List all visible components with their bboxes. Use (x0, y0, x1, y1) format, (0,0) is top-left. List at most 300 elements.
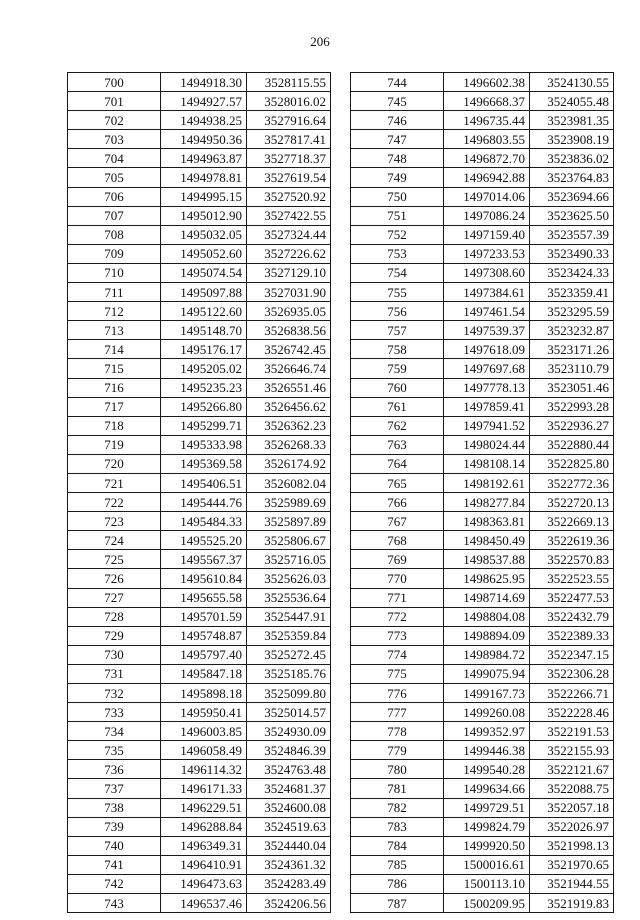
y-coordinate-cell: 3522570.83 (530, 550, 614, 569)
point-number-cell: 723 (68, 512, 161, 531)
y-coordinate-cell: 3525272.45 (247, 645, 331, 664)
x-coordinate-cell: 1495074.54 (161, 263, 247, 282)
x-coordinate-cell: 1498625.95 (444, 569, 530, 588)
y-coordinate-cell: 3526174.92 (247, 454, 331, 473)
point-number-cell: 720 (68, 454, 161, 473)
y-coordinate-cell: 3527324.44 (247, 225, 331, 244)
x-coordinate-cell: 1494963.87 (161, 149, 247, 168)
y-coordinate-cell: 3522772.36 (530, 473, 614, 492)
x-coordinate-cell: 1495610.84 (161, 569, 247, 588)
x-coordinate-cell: 1498894.09 (444, 626, 530, 645)
table-row (351, 684, 614, 703)
point-number-cell: 759 (351, 359, 444, 378)
x-coordinate-cell: 1494978.81 (161, 168, 247, 187)
point-number-cell: 777 (351, 703, 444, 722)
table-row (351, 454, 614, 473)
point-number-cell: 703 (68, 130, 161, 149)
table-row (351, 130, 614, 149)
point-number-cell: 719 (68, 435, 161, 454)
y-coordinate-cell: 3524846.39 (247, 741, 331, 760)
y-coordinate-cell: 3522266.71 (530, 684, 614, 703)
y-coordinate-cell: 3522057.18 (530, 798, 614, 817)
table-row (68, 779, 331, 798)
y-coordinate-cell: 3525897.89 (247, 512, 331, 531)
x-coordinate-cell: 1494995.15 (161, 187, 247, 206)
y-coordinate-cell: 3526935.05 (247, 302, 331, 321)
point-number-cell: 721 (68, 473, 161, 492)
table-row (351, 206, 614, 225)
table-row (68, 569, 331, 588)
point-number-cell: 747 (351, 130, 444, 149)
x-coordinate-cell: 1499260.08 (444, 703, 530, 722)
y-coordinate-cell: 3525185.76 (247, 664, 331, 683)
point-number-cell: 768 (351, 531, 444, 550)
table-row (351, 321, 614, 340)
table-row (68, 378, 331, 397)
x-coordinate-cell: 1496288.84 (161, 817, 247, 836)
y-coordinate-cell: 3524600.08 (247, 798, 331, 817)
point-number-cell: 763 (351, 435, 444, 454)
x-coordinate-cell: 1500016.61 (444, 855, 530, 874)
table-row (68, 454, 331, 473)
table-row (68, 531, 331, 550)
table-row (68, 92, 331, 111)
y-coordinate-cell: 3522121.67 (530, 760, 614, 779)
x-coordinate-cell: 1497159.40 (444, 225, 530, 244)
table-row (68, 798, 331, 817)
x-coordinate-cell: 1496229.51 (161, 798, 247, 817)
point-number-cell: 782 (351, 798, 444, 817)
point-number-cell: 754 (351, 263, 444, 282)
x-coordinate-cell: 1495097.88 (161, 283, 247, 302)
point-number-cell: 773 (351, 626, 444, 645)
table-row (351, 416, 614, 435)
x-coordinate-cell: 1495052.60 (161, 244, 247, 263)
table-row (68, 894, 331, 913)
table-row (351, 855, 614, 874)
y-coordinate-cell: 3527422.55 (247, 206, 331, 225)
table-row (351, 588, 614, 607)
point-number-cell: 736 (68, 760, 161, 779)
table-row (68, 244, 331, 263)
x-coordinate-cell: 1496003.85 (161, 722, 247, 741)
x-coordinate-cell: 1494938.25 (161, 111, 247, 130)
table-row (68, 855, 331, 874)
y-coordinate-cell: 3523490.33 (530, 244, 614, 263)
y-coordinate-cell: 3526456.62 (247, 397, 331, 416)
point-number-cell: 746 (351, 111, 444, 130)
x-coordinate-cell: 1496473.63 (161, 874, 247, 893)
x-coordinate-cell: 1494927.57 (161, 92, 247, 111)
x-coordinate-cell: 1499352.97 (444, 722, 530, 741)
y-coordinate-cell: 3523981.35 (530, 111, 614, 130)
point-number-cell: 769 (351, 550, 444, 569)
table-row (351, 569, 614, 588)
y-coordinate-cell: 3522389.33 (530, 626, 614, 645)
table-row (351, 225, 614, 244)
point-number-cell: 735 (68, 741, 161, 760)
y-coordinate-cell: 3522347.15 (530, 645, 614, 664)
point-number-cell: 725 (68, 550, 161, 569)
point-number-cell: 707 (68, 206, 161, 225)
x-coordinate-cell: 1496410.91 (161, 855, 247, 874)
x-coordinate-cell: 1495748.87 (161, 626, 247, 645)
table-row (351, 397, 614, 416)
y-coordinate-cell: 3521970.65 (530, 855, 614, 874)
y-coordinate-cell: 3524206.56 (247, 894, 331, 913)
table-row (351, 244, 614, 263)
x-coordinate-cell: 1499540.28 (444, 760, 530, 779)
point-number-cell: 710 (68, 263, 161, 282)
table-row (351, 798, 614, 817)
y-coordinate-cell: 3524763.48 (247, 760, 331, 779)
y-coordinate-cell: 3526362.23 (247, 416, 331, 435)
point-number-cell: 760 (351, 378, 444, 397)
table-row (351, 779, 614, 798)
y-coordinate-cell: 3523295.59 (530, 302, 614, 321)
y-coordinate-cell: 3521919.83 (530, 894, 614, 913)
x-coordinate-cell: 1494950.36 (161, 130, 247, 149)
x-coordinate-cell: 1495701.59 (161, 607, 247, 626)
y-coordinate-cell: 3522026.97 (530, 817, 614, 836)
y-coordinate-cell: 3523424.33 (530, 263, 614, 282)
point-number-cell: 724 (68, 531, 161, 550)
point-number-cell: 783 (351, 817, 444, 836)
point-number-cell: 787 (351, 894, 444, 913)
x-coordinate-cell: 1494918.30 (161, 73, 247, 92)
table-row (351, 836, 614, 855)
y-coordinate-cell: 3521944.55 (530, 874, 614, 893)
point-number-cell: 715 (68, 359, 161, 378)
table-row (351, 607, 614, 626)
table-row (68, 722, 331, 741)
point-number-cell: 770 (351, 569, 444, 588)
x-coordinate-cell: 1497618.09 (444, 340, 530, 359)
x-coordinate-cell: 1496171.33 (161, 779, 247, 798)
table-row (351, 187, 614, 206)
x-coordinate-cell: 1497778.13 (444, 378, 530, 397)
table-row (351, 263, 614, 282)
x-coordinate-cell: 1496942.88 (444, 168, 530, 187)
table-row (351, 741, 614, 760)
table-row (68, 187, 331, 206)
x-coordinate-cell: 1495898.18 (161, 684, 247, 703)
x-coordinate-cell: 1495122.60 (161, 302, 247, 321)
point-number-cell: 733 (68, 703, 161, 722)
x-coordinate-cell: 1499634.66 (444, 779, 530, 798)
table-row (68, 149, 331, 168)
x-coordinate-cell: 1497086.24 (444, 206, 530, 225)
y-coordinate-cell: 3526646.74 (247, 359, 331, 378)
x-coordinate-cell: 1495444.76 (161, 493, 247, 512)
y-coordinate-cell: 3522432.79 (530, 607, 614, 626)
y-coordinate-cell: 3524055.48 (530, 92, 614, 111)
x-coordinate-cell: 1497384.61 (444, 283, 530, 302)
x-coordinate-cell: 1495525.20 (161, 531, 247, 550)
point-number-cell: 739 (68, 817, 161, 836)
table-row (68, 225, 331, 244)
x-coordinate-cell: 1495176.17 (161, 340, 247, 359)
x-coordinate-cell: 1497233.53 (444, 244, 530, 263)
table-row (351, 168, 614, 187)
table-row (351, 645, 614, 664)
y-coordinate-cell: 3524440.04 (247, 836, 331, 855)
y-coordinate-cell: 3525099.80 (247, 684, 331, 703)
table-row (351, 626, 614, 645)
table-row (351, 435, 614, 454)
table-row (68, 626, 331, 645)
point-number-cell: 751 (351, 206, 444, 225)
x-coordinate-cell: 1498450.49 (444, 531, 530, 550)
y-coordinate-cell: 3527817.41 (247, 130, 331, 149)
x-coordinate-cell: 1495299.71 (161, 416, 247, 435)
x-coordinate-cell: 1496114.32 (161, 760, 247, 779)
x-coordinate-cell: 1496735.44 (444, 111, 530, 130)
table-row (68, 588, 331, 607)
table-row (351, 760, 614, 779)
x-coordinate-cell: 1495406.51 (161, 473, 247, 492)
point-number-cell: 762 (351, 416, 444, 435)
y-coordinate-cell: 3527129.10 (247, 263, 331, 282)
table-row (68, 263, 331, 282)
y-coordinate-cell: 3525447.91 (247, 607, 331, 626)
point-number-cell: 745 (351, 92, 444, 111)
x-coordinate-cell: 1495655.58 (161, 588, 247, 607)
x-coordinate-cell: 1495148.70 (161, 321, 247, 340)
point-number-cell: 755 (351, 283, 444, 302)
table-row (351, 722, 614, 741)
y-coordinate-cell: 3527226.62 (247, 244, 331, 263)
point-number-cell: 728 (68, 607, 161, 626)
x-coordinate-cell: 1495333.98 (161, 435, 247, 454)
table-row (351, 817, 614, 836)
point-number-cell: 775 (351, 664, 444, 683)
y-coordinate-cell: 3524519.63 (247, 817, 331, 836)
point-number-cell: 738 (68, 798, 161, 817)
point-number-cell: 722 (68, 493, 161, 512)
y-coordinate-cell: 3523359.41 (530, 283, 614, 302)
y-coordinate-cell: 3525989.69 (247, 493, 331, 512)
point-number-cell: 726 (68, 569, 161, 588)
y-coordinate-cell: 3526551.46 (247, 378, 331, 397)
point-number-cell: 705 (68, 168, 161, 187)
point-number-cell: 714 (68, 340, 161, 359)
point-number-cell: 779 (351, 741, 444, 760)
coordinates-table-left (67, 72, 331, 913)
y-coordinate-cell: 3527916.64 (247, 111, 331, 130)
y-coordinate-cell: 3522523.55 (530, 569, 614, 588)
y-coordinate-cell: 3523836.02 (530, 149, 614, 168)
point-number-cell: 765 (351, 473, 444, 492)
table-row (68, 283, 331, 302)
x-coordinate-cell: 1498277.84 (444, 493, 530, 512)
point-number-cell: 734 (68, 722, 161, 741)
y-coordinate-cell: 3524130.55 (530, 73, 614, 92)
point-number-cell: 748 (351, 149, 444, 168)
table-row (351, 664, 614, 683)
table-row (351, 894, 614, 913)
y-coordinate-cell: 3525716.05 (247, 550, 331, 569)
table-row (68, 874, 331, 893)
y-coordinate-cell: 3525626.03 (247, 569, 331, 588)
x-coordinate-cell: 1496349.31 (161, 836, 247, 855)
y-coordinate-cell: 3528016.02 (247, 92, 331, 111)
point-number-cell: 700 (68, 73, 161, 92)
x-coordinate-cell: 1498024.44 (444, 435, 530, 454)
table-row (351, 874, 614, 893)
x-coordinate-cell: 1497014.06 (444, 187, 530, 206)
x-coordinate-cell: 1495205.02 (161, 359, 247, 378)
point-number-cell: 743 (68, 894, 161, 913)
table-row (68, 607, 331, 626)
table-row (68, 664, 331, 683)
x-coordinate-cell: 1495266.80 (161, 397, 247, 416)
point-number-cell: 709 (68, 244, 161, 263)
point-number-cell: 732 (68, 684, 161, 703)
point-number-cell: 740 (68, 836, 161, 855)
table-row (68, 111, 331, 130)
point-number-cell: 731 (68, 664, 161, 683)
y-coordinate-cell: 3526742.45 (247, 340, 331, 359)
table-row (351, 340, 614, 359)
y-coordinate-cell: 3525359.84 (247, 626, 331, 645)
x-coordinate-cell: 1495012.90 (161, 206, 247, 225)
table-row (351, 73, 614, 92)
y-coordinate-cell: 3524361.32 (247, 855, 331, 874)
point-number-cell: 771 (351, 588, 444, 607)
table-row (351, 302, 614, 321)
x-coordinate-cell: 1496668.37 (444, 92, 530, 111)
x-coordinate-cell: 1499167.73 (444, 684, 530, 703)
y-coordinate-cell: 3525806.67 (247, 531, 331, 550)
table-row (68, 206, 331, 225)
page-number: 206 (310, 34, 330, 49)
point-number-cell: 712 (68, 302, 161, 321)
table-row (68, 760, 331, 779)
x-coordinate-cell: 1499920.50 (444, 836, 530, 855)
y-coordinate-cell: 3523110.79 (530, 359, 614, 378)
point-number-cell: 778 (351, 722, 444, 741)
table-row (68, 550, 331, 569)
point-number-cell: 708 (68, 225, 161, 244)
x-coordinate-cell: 1499729.51 (444, 798, 530, 817)
point-number-cell: 717 (68, 397, 161, 416)
table-row (68, 836, 331, 855)
table-row (351, 473, 614, 492)
y-coordinate-cell: 3523694.66 (530, 187, 614, 206)
point-number-cell: 774 (351, 645, 444, 664)
point-number-cell: 727 (68, 588, 161, 607)
point-number-cell: 737 (68, 779, 161, 798)
x-coordinate-cell: 1497539.37 (444, 321, 530, 340)
y-coordinate-cell: 3522619.36 (530, 531, 614, 550)
point-number-cell: 786 (351, 874, 444, 893)
x-coordinate-cell: 1499075.94 (444, 664, 530, 683)
point-number-cell: 713 (68, 321, 161, 340)
y-coordinate-cell: 3523232.87 (530, 321, 614, 340)
x-coordinate-cell: 1497697.68 (444, 359, 530, 378)
table-row (351, 703, 614, 722)
x-coordinate-cell: 1496872.70 (444, 149, 530, 168)
table-row (68, 130, 331, 149)
y-coordinate-cell: 3525014.57 (247, 703, 331, 722)
point-number-cell: 758 (351, 340, 444, 359)
table-row (68, 512, 331, 531)
y-coordinate-cell: 3522228.46 (530, 703, 614, 722)
point-number-cell: 764 (351, 454, 444, 473)
y-coordinate-cell: 3524283.49 (247, 874, 331, 893)
x-coordinate-cell: 1495847.18 (161, 664, 247, 683)
point-number-cell: 749 (351, 168, 444, 187)
point-number-cell: 780 (351, 760, 444, 779)
x-coordinate-cell: 1497859.41 (444, 397, 530, 416)
table-row (68, 741, 331, 760)
point-number-cell: 701 (68, 92, 161, 111)
x-coordinate-cell: 1495950.41 (161, 703, 247, 722)
y-coordinate-cell: 3522477.53 (530, 588, 614, 607)
y-coordinate-cell: 3523764.83 (530, 168, 614, 187)
x-coordinate-cell: 1496537.46 (161, 894, 247, 913)
table-row (351, 149, 614, 168)
point-number-cell: 730 (68, 645, 161, 664)
x-coordinate-cell: 1499824.79 (444, 817, 530, 836)
x-coordinate-cell: 1495484.33 (161, 512, 247, 531)
point-number-cell: 706 (68, 187, 161, 206)
point-number-cell: 716 (68, 378, 161, 397)
table-row (68, 321, 331, 340)
x-coordinate-cell: 1497308.60 (444, 263, 530, 282)
y-coordinate-cell: 3524930.09 (247, 722, 331, 741)
point-number-cell: 718 (68, 416, 161, 435)
x-coordinate-cell: 1498108.14 (444, 454, 530, 473)
point-number-cell: 776 (351, 684, 444, 703)
y-coordinate-cell: 3527619.54 (247, 168, 331, 187)
table-row (68, 168, 331, 187)
x-coordinate-cell: 1495797.40 (161, 645, 247, 664)
x-coordinate-cell: 1495369.58 (161, 454, 247, 473)
table-row (68, 703, 331, 722)
x-coordinate-cell: 1498804.08 (444, 607, 530, 626)
x-coordinate-cell: 1498984.72 (444, 645, 530, 664)
table-row (351, 283, 614, 302)
point-number-cell: 784 (351, 836, 444, 855)
x-coordinate-cell: 1500113.10 (444, 874, 530, 893)
table-row (68, 435, 331, 454)
y-coordinate-cell: 3523171.26 (530, 340, 614, 359)
x-coordinate-cell: 1498192.61 (444, 473, 530, 492)
table-row (351, 92, 614, 111)
point-number-cell: 756 (351, 302, 444, 321)
table-row (351, 550, 614, 569)
point-number-cell: 704 (68, 149, 161, 168)
y-coordinate-cell: 3521998.13 (530, 836, 614, 855)
table-row (351, 493, 614, 512)
y-coordinate-cell: 3527520.92 (247, 187, 331, 206)
point-number-cell: 766 (351, 493, 444, 512)
y-coordinate-cell: 3522720.13 (530, 493, 614, 512)
y-coordinate-cell: 3523557.39 (530, 225, 614, 244)
y-coordinate-cell: 3522880.44 (530, 435, 614, 454)
coordinates-table-right (350, 72, 614, 913)
point-number-cell: 744 (351, 73, 444, 92)
point-number-cell: 750 (351, 187, 444, 206)
point-number-cell: 767 (351, 512, 444, 531)
x-coordinate-cell: 1496803.55 (444, 130, 530, 149)
y-coordinate-cell: 3528115.55 (247, 73, 331, 92)
point-number-cell: 742 (68, 874, 161, 893)
table-row (351, 531, 614, 550)
y-coordinate-cell: 3526082.04 (247, 473, 331, 492)
